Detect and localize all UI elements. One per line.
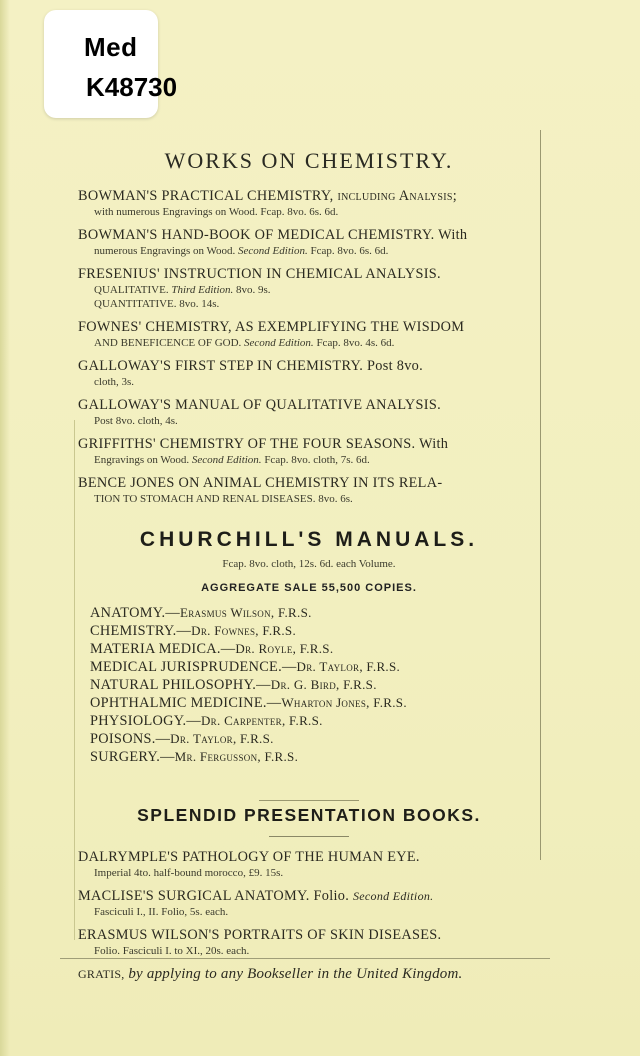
entry-detail: TION TO STOMACH AND RENAL DISEASES. 8vo. 6s. [94, 493, 353, 505]
entry-title: GALLOWAY'S FIRST STEP IN CHEMISTRY. Post 8vo. [78, 358, 423, 374]
splendid-heading: SPLENDID PRESENTATION BOOKS. [137, 805, 481, 825]
entry-title: FRESENIUS' INSTRUCTION IN CHEMICAL ANALYSIS. [78, 266, 441, 282]
entry-title: FOWNES' CHEMISTRY, AS EXEMPLIFYING THE WISDOM [78, 319, 465, 335]
chemistry-list [78, 188, 540, 506]
entry-price: Fcap. 8vo. cloth, 7s. 6d. [261, 454, 370, 466]
label-line-1: Med [84, 32, 138, 62]
list-item [78, 849, 540, 880]
frame-line-right [540, 130, 541, 860]
manuals-list [78, 604, 540, 766]
entry-detail: Folio. Fasciculi I. to XI., 20s. each. [94, 945, 250, 957]
manual-author: Dr. Taylor, F.R.S. [296, 659, 401, 674]
entry-detail: numerous Engravings on Wood. [94, 245, 239, 257]
library-label [44, 10, 178, 118]
list-item [78, 604, 540, 622]
entry-title-suffix: including Analysis; [337, 188, 457, 204]
entry-title: DALRYMPLE'S PATHOLOGY OF THE HUMAN EYE. [78, 849, 420, 865]
manual-subject: POISONS.— [90, 731, 171, 747]
entry-price: 8vo. 9s. [233, 284, 271, 296]
heading-rule [269, 836, 349, 837]
frame-line-left [74, 420, 75, 940]
list-item [78, 622, 540, 640]
entry-detail: QUANTITATIVE. 8vo. 14s. [94, 298, 220, 310]
list-item [78, 730, 540, 748]
aggregate-sale: AGGREGATE SALE 55,500 COPIES. [201, 582, 417, 594]
entry-title: GRIFFITHS' CHEMISTRY OF THE FOUR SEASONS. With [78, 436, 449, 452]
manual-author: Mr. Fergusson, F.R.S. [174, 749, 299, 764]
entry-title: BENCE JONES ON ANIMAL CHEMISTRY IN ITS RELA- [78, 475, 443, 491]
entry-edition: Third Edition. [171, 284, 234, 296]
entry-detail: cloth, 3s. [94, 376, 135, 388]
list-item [78, 748, 540, 766]
manual-subject: CHEMISTRY.— [90, 623, 192, 639]
list-item [78, 227, 540, 258]
entry-edition: Second Edition. [244, 337, 314, 349]
list-item [78, 266, 540, 311]
entry-detail: with numerous Engravings on Wood. Fcap. 8vo. 6s. 6d. [94, 206, 339, 218]
list-item [78, 927, 540, 958]
entry-title: GALLOWAY'S MANUAL OF QUALITATIVE ANALYSIS. [78, 397, 441, 413]
entry-title: BOWMAN'S PRACTICAL CHEMISTRY, [78, 188, 338, 204]
entry-detail: Fasciculi I., II. Folio, 5s. each. [94, 906, 229, 918]
list-item [78, 676, 540, 694]
gratis-text: by applying to any Bookseller in the United Kingdom. [124, 966, 463, 982]
manual-author: Dr. G. Bird, F.R.S. [270, 677, 377, 692]
manual-subject: OPHTHALMIC MEDICINE.— [90, 695, 282, 711]
entry-edition: Second Edition. [238, 245, 308, 257]
main-content [78, 148, 540, 966]
entry-title: ERASMUS WILSON'S PORTRAITS OF SKIN DISEASES. [78, 927, 442, 943]
churchill-heading: CHURCHILL'S MANUALS. [139, 528, 479, 551]
entry-title: BOWMAN'S HAND-BOOK OF MEDICAL CHEMISTRY. With [78, 227, 468, 243]
list-item [78, 640, 540, 658]
manual-author: Erasmus Wilson, F.R.S. [179, 605, 312, 620]
manual-subject: PHYSIOLOGY.— [90, 713, 201, 729]
entry-detail: Post 8vo. cloth, 4s. [94, 415, 178, 427]
list-item [78, 888, 540, 919]
presentation-books-list [78, 849, 540, 958]
list-item [78, 475, 540, 506]
entry-price: Fcap. 8vo. 6s. 6d. [307, 245, 389, 257]
list-item [78, 397, 540, 428]
churchill-subtitle: Fcap. 8vo. cloth, 12s. 6d. each Volume. [222, 558, 396, 570]
list-item [78, 358, 540, 389]
list-item [78, 188, 540, 219]
list-item [78, 694, 540, 712]
page-edge-shadow [0, 0, 10, 1056]
list-item [78, 319, 540, 350]
gratis-word: GRATIS, [78, 967, 125, 981]
entry-edition: Second Edition. [352, 889, 434, 903]
manual-author: Dr. Royle, F.R.S. [235, 641, 334, 656]
bottom-rule [60, 958, 550, 959]
manual-author: Dr. Taylor, F.R.S. [170, 731, 274, 746]
entry-title: MACLISE'S SURGICAL ANATOMY. Folio. [78, 888, 353, 904]
manual-subject: MATERIA MEDICA.— [90, 641, 236, 657]
entry-price: Fcap. 8vo. 4s. 6d. [313, 337, 395, 349]
label-line-2: K48730 [86, 72, 178, 102]
manual-author: Wharton Jones, F.R.S. [281, 695, 407, 710]
section-divider [259, 800, 359, 801]
manual-author: Dr. Fownes, F.R.S. [191, 623, 297, 638]
manual-subject: ANATOMY.— [90, 605, 180, 621]
page-title: WORKS ON CHEMISTRY. [164, 148, 454, 173]
manual-author: Dr. Carpenter, F.R.S. [200, 713, 323, 728]
entry-edition: Second Edition. [191, 454, 262, 466]
entry-detail: Imperial 4to. half-bound morocco, £9. 15s. [94, 867, 284, 879]
list-item [78, 436, 540, 467]
entry-detail: QUALITATIVE. [94, 284, 172, 296]
entry-detail: Engravings on Wood. [94, 454, 192, 466]
manual-subject: SURGERY.— [90, 749, 175, 765]
entry-detail: AND BENEFICENCE OF GOD. [94, 337, 245, 349]
manual-subject: MEDICAL JURISPRUDENCE.— [90, 659, 297, 675]
manual-subject: NATURAL PHILOSOPHY.— [90, 677, 271, 693]
list-item [78, 712, 540, 730]
gratis-notice [78, 966, 548, 983]
list-item [78, 658, 540, 676]
